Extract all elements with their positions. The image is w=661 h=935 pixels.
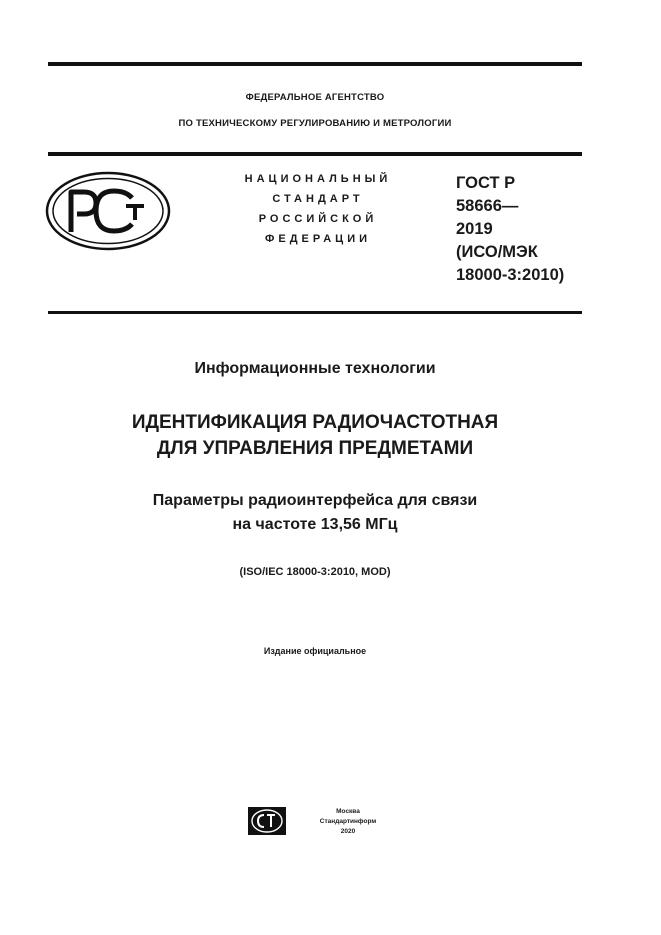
publisher-year: 2020 [340, 828, 356, 835]
designation-line3: 2019 [456, 220, 493, 238]
main-title-line2: ДЛЯ УПРАВЛЕНИЯ ПРЕДМЕТАМИ [156, 438, 474, 459]
publisher-name: Стандартинформ [319, 818, 377, 825]
standard-type-line2: СТАНДАРТ [272, 193, 364, 205]
agency-name-line2: ПО ТЕХНИЧЕСКОМУ РЕГУЛИРОВАНИЮ И МЕТРОЛОГИИ [178, 118, 452, 129]
subtitle-line2: на частоте 13,56 МГц [232, 516, 398, 533]
main-title-line1: ИДЕНТИФИКАЦИЯ РАДИОЧАСТОТНАЯ [131, 412, 499, 433]
iso-reference: (ISO/IEC 18000-3:2010, MOD) [239, 566, 391, 578]
designation-line1: ГОСТ Р [456, 174, 516, 192]
publisher-city: Москва [336, 808, 360, 815]
designation-line5: 18000-3:2010) [456, 266, 565, 284]
designation-rule [48, 311, 582, 314]
header-rule [48, 152, 582, 156]
standard-type-line3: РОССИЙСКОЙ [258, 213, 378, 225]
standard-type-line4: ФЕДЕРАЦИИ [264, 233, 372, 245]
subtitle-line1: Параметры радиоинтерфейса для связи [152, 492, 478, 509]
edition-label: Издание официальное [263, 646, 367, 656]
designation-line4: (ИСО/МЭК [456, 243, 538, 261]
top-rule [48, 62, 582, 66]
subject-title: Информационные технологии [194, 360, 436, 377]
standard-type-line1: НАЦИОНАЛЬНЫЙ [244, 173, 392, 185]
gost-logo-icon [44, 170, 172, 252]
designation-block [456, 172, 564, 287]
publisher-logo-icon [247, 806, 287, 836]
designation-line2: 58666— [456, 197, 519, 215]
agency-name-line1: ФЕДЕРАЛЬНОЕ АГЕНТСТВО [245, 92, 385, 103]
